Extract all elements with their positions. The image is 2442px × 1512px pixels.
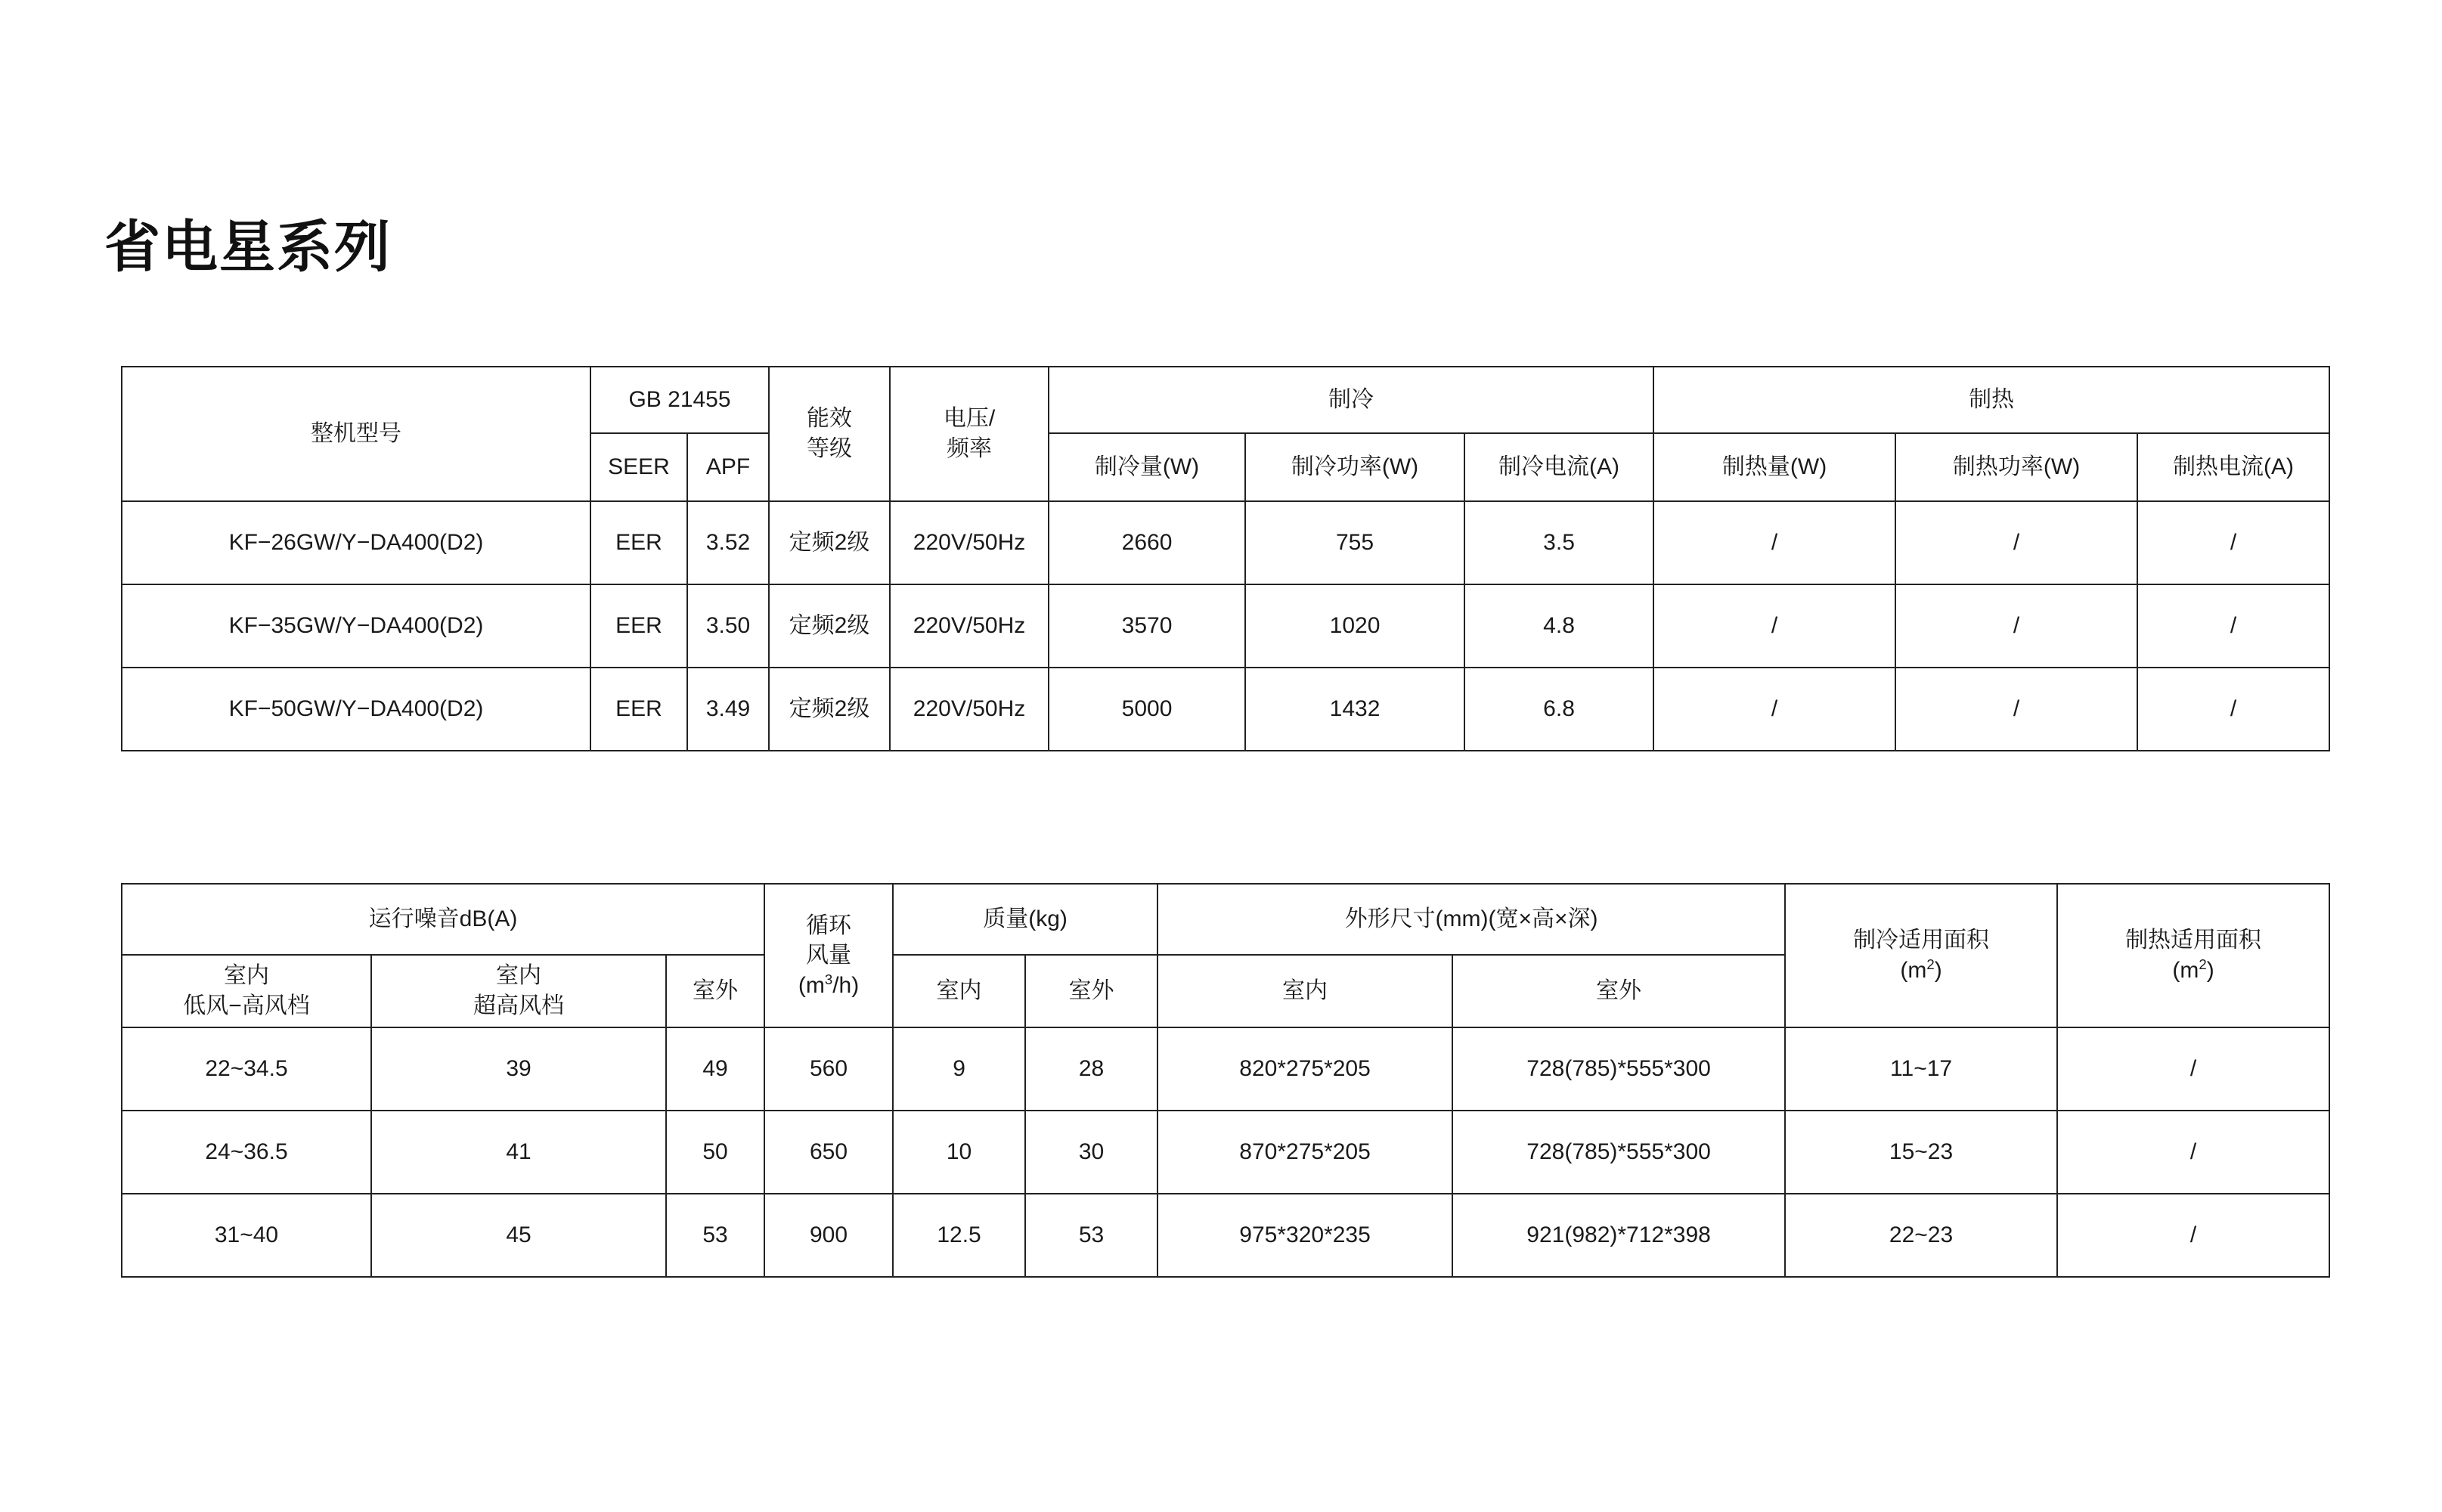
cell-model: KF−50GW/Y−DA400(D2) xyxy=(122,668,590,751)
cell-apf: 3.52 xyxy=(687,501,769,584)
header-seer: SEER xyxy=(590,433,687,501)
cell-noise-indoor-low-high: 24~36.5 xyxy=(122,1111,371,1194)
table-row xyxy=(122,584,2329,668)
cell-weight-outdoor: 30 xyxy=(1025,1111,1157,1194)
header-efficiency-grade: 能效 等级 xyxy=(769,367,890,501)
cell-voltage: 220V/50Hz xyxy=(890,584,1049,668)
header-cooling-area-unit: $(m^2)$ xyxy=(1900,956,1942,983)
table-row xyxy=(122,1111,2329,1194)
cell-airflow: 900 xyxy=(764,1194,893,1277)
cell-airflow: 650 xyxy=(764,1111,893,1194)
header-airflow-line1: 循环 xyxy=(806,912,852,938)
header-cooling-capacity: 制冷量(W) xyxy=(1049,433,1245,501)
header-dimension-outdoor: 室外 xyxy=(1452,955,1785,1027)
cell-noise-indoor-ultra: 39 xyxy=(371,1027,666,1111)
table-header-row xyxy=(122,884,2329,955)
table-row xyxy=(122,1194,2329,1277)
table-header-row xyxy=(122,367,2329,433)
specifications-table-physical xyxy=(121,883,2330,1278)
cell-cooling-area: 11~17 xyxy=(1785,1027,2057,1111)
cell-airflow: 560 xyxy=(764,1027,893,1111)
header-noise-indoor-ultra-line1: 室内 xyxy=(496,963,541,989)
cell-cooling-capacity: 3570 xyxy=(1049,584,1245,668)
cell-cooling-power: 1020 xyxy=(1245,584,1464,668)
cell-weight-indoor: 10 xyxy=(893,1111,1025,1194)
cell-model: KF−26GW/Y−DA400(D2) xyxy=(122,501,590,584)
header-heating-area xyxy=(2057,884,2329,1027)
cell-weight-outdoor: 28 xyxy=(1025,1027,1157,1111)
specifications-table-performance xyxy=(121,366,2330,751)
cell-heating-power: / xyxy=(1895,501,2137,584)
cell-heating-area: / xyxy=(2057,1027,2329,1111)
header-noise: 运行噪音dB(A) xyxy=(122,884,764,955)
cell-noise-indoor-ultra: 41 xyxy=(371,1111,666,1194)
header-noise-indoor-low-high-line1: 室内 xyxy=(224,963,269,989)
cell-cooling-power: 1432 xyxy=(1245,668,1464,751)
header-apf: APF xyxy=(687,433,769,501)
header-heating-current: 制热电流(A) xyxy=(2137,433,2329,501)
cell-voltage: 220V/50Hz xyxy=(890,668,1049,751)
cell-apf: 3.49 xyxy=(687,668,769,751)
header-heating-capacity: 制热量(W) xyxy=(1653,433,1895,501)
cell-seer: EER xyxy=(590,501,687,584)
cell-heating-power: / xyxy=(1895,584,2137,668)
header-noise-outdoor: 室外 xyxy=(666,955,764,1027)
header-airflow xyxy=(764,884,893,1027)
cell-dimension-outdoor: 921(982)*712*398 xyxy=(1452,1194,1785,1277)
cell-seer: EER xyxy=(590,584,687,668)
cell-model: KF−35GW/Y−DA400(D2) xyxy=(122,584,590,668)
cell-cooling-capacity: 2660 xyxy=(1049,501,1245,584)
cell-heating-area: / xyxy=(2057,1194,2329,1277)
cell-noise-outdoor: 50 xyxy=(666,1111,764,1194)
cell-dimension-outdoor: 728(785)*555*300 xyxy=(1452,1027,1785,1111)
header-dimensions: 外形尺寸(mm)(宽×高×深) xyxy=(1157,884,1785,955)
header-heating-area-unit: $(m^2)$ xyxy=(2172,956,2214,983)
cell-seer: EER xyxy=(590,668,687,751)
cell-cooling-current: 4.8 xyxy=(1464,584,1653,668)
header-airflow-line2: 风量 xyxy=(806,943,852,968)
cell-noise-indoor-low-high: 22~34.5 xyxy=(122,1027,371,1111)
cell-noise-outdoor: 53 xyxy=(666,1194,764,1277)
cell-heating-capacity: / xyxy=(1653,584,1895,668)
header-standard: GB 21455 xyxy=(590,367,769,433)
cell-grade: 定频2级 xyxy=(769,584,890,668)
header-dimension-indoor: 室内 xyxy=(1157,955,1452,1027)
cell-heating-area: / xyxy=(2057,1111,2329,1194)
header-voltage-frequency: 电压/ 频率 xyxy=(890,367,1049,501)
cell-noise-indoor-low-high: 31~40 xyxy=(122,1194,371,1277)
table-row xyxy=(122,668,2329,751)
cell-dimension-indoor: 820*275*205 xyxy=(1157,1027,1452,1111)
page-title: 省电星系列 xyxy=(104,215,392,278)
cell-dimension-indoor: 870*275*205 xyxy=(1157,1111,1452,1194)
cell-cooling-area: 15~23 xyxy=(1785,1111,2057,1194)
header-weight-indoor: 室内 xyxy=(893,955,1025,1027)
cell-dimension-outdoor: 728(785)*555*300 xyxy=(1452,1111,1785,1194)
header-model: 整机型号 xyxy=(122,367,590,501)
cell-noise-indoor-ultra: 45 xyxy=(371,1194,666,1277)
cell-weight-indoor: 12.5 xyxy=(893,1194,1025,1277)
cell-noise-outdoor: 49 xyxy=(666,1027,764,1111)
header-cooling-current: 制冷电流(A) xyxy=(1464,433,1653,501)
cell-cooling-area: 22~23 xyxy=(1785,1194,2057,1277)
cell-heating-power: / xyxy=(1895,668,2137,751)
cell-cooling-current: 6.8 xyxy=(1464,668,1653,751)
cell-grade: 定频2级 xyxy=(769,668,890,751)
cell-heating-capacity: / xyxy=(1653,668,1895,751)
cell-heating-current: / xyxy=(2137,501,2329,584)
header-weight-outdoor: 室外 xyxy=(1025,955,1157,1027)
cell-dimension-indoor: 975*320*235 xyxy=(1157,1194,1452,1277)
cell-heating-current: / xyxy=(2137,668,2329,751)
header-cooling-area xyxy=(1785,884,2057,1027)
header-noise-indoor-ultra xyxy=(371,955,666,1027)
header-airflow-unit: $(m^3/h)$ xyxy=(798,971,860,998)
header-cooling: 制冷 xyxy=(1049,367,1653,433)
table-row xyxy=(122,1027,2329,1111)
cell-cooling-power: 755 xyxy=(1245,501,1464,584)
table-row xyxy=(122,501,2329,584)
cell-weight-outdoor: 53 xyxy=(1025,1194,1157,1277)
cell-heating-current: / xyxy=(2137,584,2329,668)
header-weight: 质量(kg) xyxy=(893,884,1157,955)
cell-apf: 3.50 xyxy=(687,584,769,668)
cell-cooling-capacity: 5000 xyxy=(1049,668,1245,751)
cell-voltage: 220V/50Hz xyxy=(890,501,1049,584)
header-heating-power: 制热功率(W) xyxy=(1895,433,2137,501)
header-heating: 制热 xyxy=(1653,367,2329,433)
header-noise-indoor-low-high xyxy=(122,955,371,1027)
cell-grade: 定频2级 xyxy=(769,501,890,584)
cell-cooling-current: 3.5 xyxy=(1464,501,1653,584)
header-cooling-power: 制冷功率(W) xyxy=(1245,433,1464,501)
header-noise-indoor-low-high-line2: 低风−高风档 xyxy=(183,993,310,1018)
header-noise-indoor-ultra-line2: 超高风档 xyxy=(473,993,564,1018)
cell-heating-capacity: / xyxy=(1653,501,1895,584)
header-heating-area-label: 制热适用面积 xyxy=(2125,928,2262,953)
header-cooling-area-label: 制冷适用面积 xyxy=(1853,928,1990,953)
cell-weight-indoor: 9 xyxy=(893,1027,1025,1111)
